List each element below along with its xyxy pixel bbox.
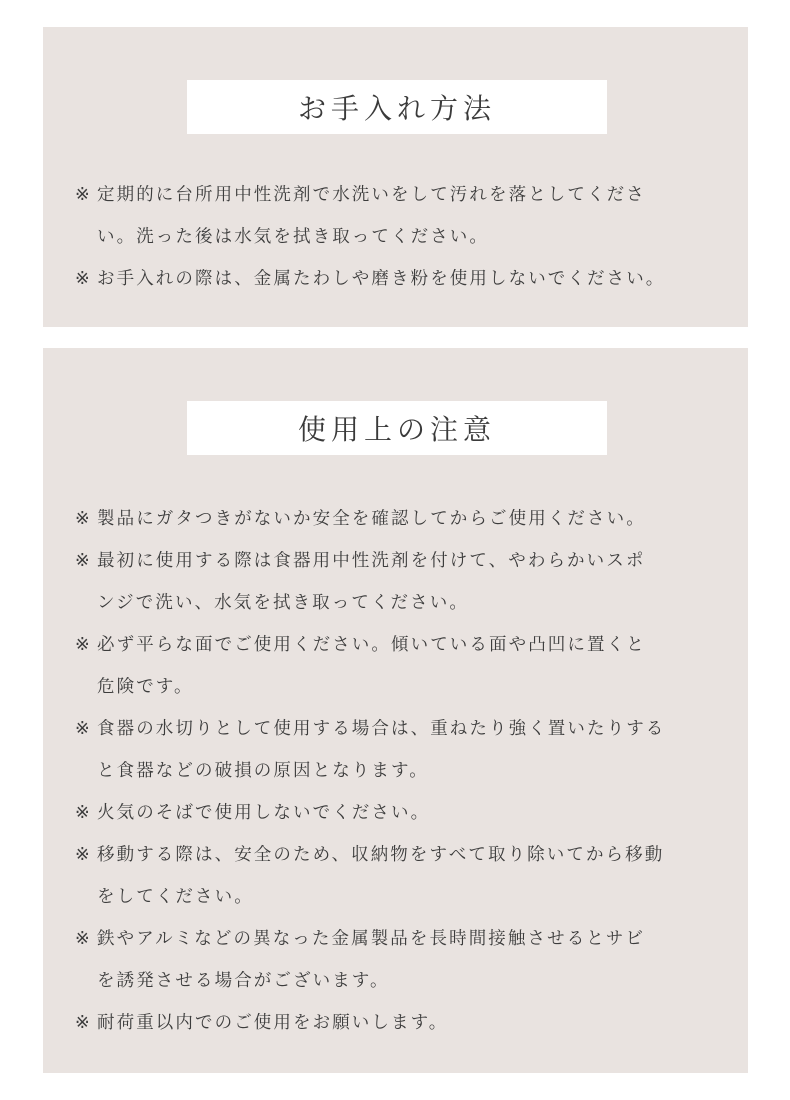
note-mark: ※ [75,803,92,823]
care-instructions-panel [43,27,748,327]
caution-note [75,624,725,708]
note-text-line: 製品にガタつきがないか安全を確認してからご使用ください。 [97,509,646,529]
note-text-line: 必ず平らな面でご使用ください。傾いている面や凸凹に置くと [97,635,646,655]
note-mark: ※ [75,635,92,655]
note-mark: ※ [75,269,92,289]
note-text-line: 定期的に台所用中性洗剤で水洗いをして汚れを落としてくださ [97,185,646,205]
caution-notes-list [75,498,725,1044]
note-text-line: 食器の水切りとして使用する場合は、重ねたり強く置いたりする [97,719,666,739]
note-text-line: と食器などの破損の原因となります。 [97,761,429,781]
usage-cautions-panel [43,348,748,1073]
caution-note [75,834,725,918]
caution-note [75,498,725,540]
care-notes-list [75,174,725,300]
caution-note [75,918,725,1002]
note-text-line: 火気のそばで使用しないでください。 [97,803,431,823]
note-mark: ※ [75,509,92,529]
care-title: お手入れ方法 [187,80,607,134]
note-text-line: 移動する際は、安全のため、収納物をすべて取り除いてから移動 [97,845,665,865]
care-note [75,174,725,258]
note-text-line: 最初に使用する際は食器用中性洗剤を付けて、やわらかいスポ [97,551,646,571]
note-mark: ※ [75,929,92,949]
caution-note [75,1002,725,1044]
note-text-line: 耐荷重以内でのご使用をお願いします。 [97,1013,449,1033]
care-note [75,258,725,300]
note-mark: ※ [75,719,92,739]
note-text-line: をしてください。 [97,887,254,907]
caution-note [75,540,725,624]
note-text-line: を誘発させる場合がございます。 [97,971,390,991]
caution-note [75,792,725,834]
note-text-line: い。洗った後は水気を拭き取ってください。 [97,227,489,247]
note-text-line: ンジで洗い、水気を拭き取ってください。 [97,593,469,613]
note-mark: ※ [75,551,92,571]
note-text-line: お手入れの際は、金属たわしや磨き粉を使用しないでください。 [97,269,666,289]
note-mark: ※ [75,845,92,865]
caution-note [75,708,725,792]
note-text-line: 危険です。 [97,677,194,697]
note-text-line: 鉄やアルミなどの異なった金属製品を長時間接触させるとサビ [97,929,646,949]
note-mark: ※ [75,1013,92,1033]
note-mark: ※ [75,185,92,205]
caution-title: 使用上の注意 [187,401,607,455]
